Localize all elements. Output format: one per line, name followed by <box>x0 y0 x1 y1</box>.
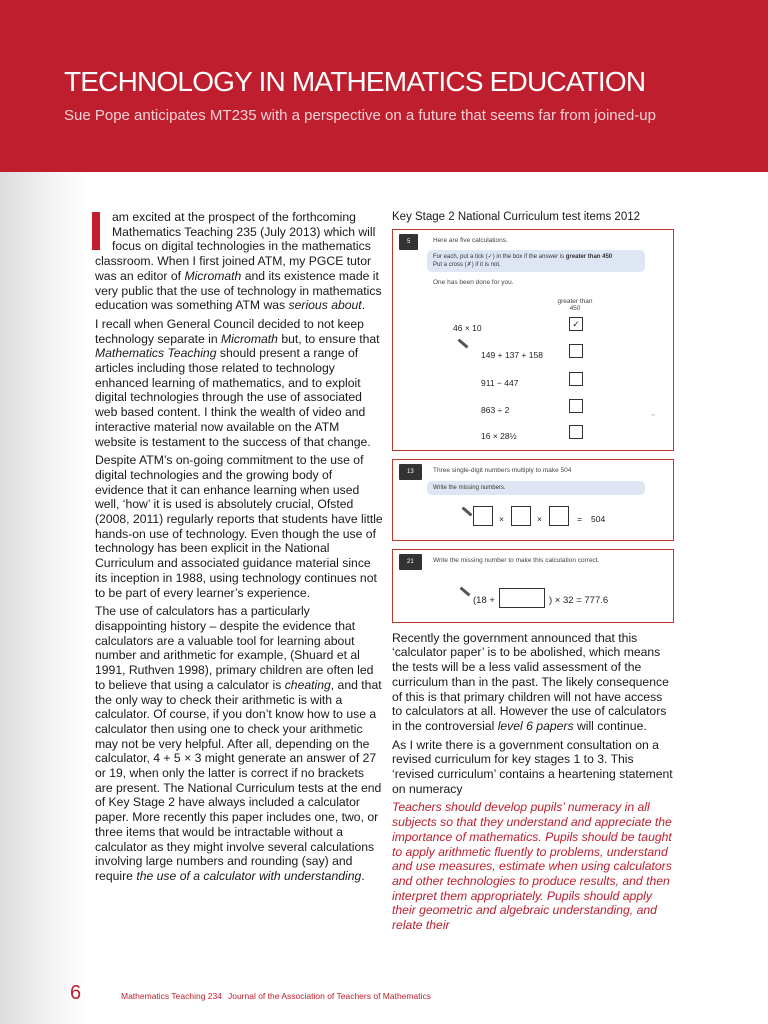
figure-caption: Key Stage 2 National Curriculum test items 2012 <box>392 211 641 223</box>
left-column <box>95 210 383 888</box>
curriculum-quote: Teachers should develop pupils’ numeracy in all subjects so that they understand and appreciate the importance of mathematics. Pupils should be taught to apply arithmetic fluently to problems, understand and use measures, estimate when using calculators and other technologies to produce results, and then interpret them appropriately. Pupils should apply their geometric and algebraic understanding, and relate their <box>392 800 672 933</box>
footer-journal: Mathematics Teaching 234 Journal of the Association of Teachers of Mathematics <box>121 991 431 1001</box>
missing-number-box[interactable] <box>511 506 531 526</box>
times-sign: × <box>537 513 542 524</box>
expression-close: ) × 32 = 777.6 <box>549 594 609 606</box>
example-note: One has been done for you. <box>433 278 514 286</box>
question-number: 5 <box>399 234 418 251</box>
instruction-bubble: Write the missing numbers. <box>427 481 645 495</box>
test-item-21 <box>392 549 674 623</box>
right-column <box>392 210 674 937</box>
missing-number-box[interactable] <box>499 588 545 608</box>
answer-box[interactable] <box>569 425 583 439</box>
pencil-icon <box>459 586 470 596</box>
article-title: TECHNOLOGY IN MATHEMATICS EDUCATION <box>64 66 646 97</box>
question-intro: Write the missing number to make this calculation correct. <box>433 556 600 564</box>
mark-box-icon: ▭ <box>651 411 656 417</box>
pencil-icon <box>461 506 472 516</box>
paragraph: Despite ATM’s on-going commitment to the use of digital technologies and the growing body of evidence that it can enhance learning when used well, ‘how’ it is used is absolutely crucial, Ofsted (2008, 2011) regularly reports that students have little hands-on use of technology. Even though the use of technology has been explicit in the National Curriculum and associated guidance material since its inception in 1988, using technology continues not to be part of every learner’s experience. <box>95 453 383 600</box>
product-value: 504 <box>591 513 606 524</box>
question-number: 21 <box>399 554 422 571</box>
answer-box[interactable] <box>569 399 583 413</box>
calculation: 46 × 10 <box>453 322 482 333</box>
tick-box: ✓ <box>569 317 583 331</box>
missing-number-box[interactable] <box>549 506 569 526</box>
answer-box[interactable] <box>569 372 583 386</box>
page-number: 6 <box>70 982 82 1004</box>
calculation: 16 × 28½ <box>481 430 517 441</box>
test-item-13 <box>392 459 674 541</box>
paragraph: As I write there is a government consultation on a revised curriculum for key stages 1 to 3. This ‘revised curriculum’ contains a heartening statement on numeracy <box>392 737 673 796</box>
header-banner <box>0 0 768 172</box>
column-heading: greater than 450 <box>557 297 593 312</box>
test-item-5 <box>392 229 674 451</box>
question-intro: Three single-digit numbers multiply to make 504 <box>433 466 572 474</box>
calculation: 863 ÷ 2 <box>481 404 510 415</box>
drop-cap <box>92 212 100 250</box>
calculation: 149 + 137 + 158 <box>481 349 543 360</box>
equals-sign: = <box>577 513 582 524</box>
times-sign: × <box>499 513 504 524</box>
paragraph: Recently the government announced that this ‘calculator paper’ is to be abolished, which means the tests will be a less valid assessment of the curriculum than in the past. The likely consequence of this is that primary children will not have access to calculators at all. However the use of calculators in the controversial level 6 papers will continue. <box>392 630 669 733</box>
pencil-icon <box>457 338 468 348</box>
calculation: 911 − 447 <box>481 377 519 388</box>
right-body-text <box>392 631 674 933</box>
paragraph: I recall when General Council decided to not keep technology separate in Micromath but, to ensure that Mathematics Teaching should present a range of articles including those related to technology enhanced learning of mathematics, and to exploit digital technologies through the use of associated web based content. I think the wealth of video and interactive material now available on the ATM website is testament to the success of that change. <box>95 316 380 449</box>
page-footer <box>70 982 670 1006</box>
article-subtitle: Sue Pope anticipates MT235 with a perspective on a future that seems far from joined-up <box>64 107 656 124</box>
instruction-bubble: For each, put a tick (✓) in the box if the answer is greater than 450 Put a cross (✗) if it is not. <box>427 250 645 272</box>
missing-number-box[interactable] <box>473 506 493 526</box>
paragraph: am excited at the prospect of the forthcoming Mathematics Teaching 235 (July 2013) which will focus on digital technologies in the mathematics classroom. When I first joined ATM, my PGCE tutor was an editor of Micromath and its existence made it very public that the use of technology in mathematics education was something ATM was serious about. <box>95 210 383 313</box>
question-number: 13 <box>399 464 422 481</box>
question-intro: Here are five calculations. <box>433 236 508 244</box>
answer-box[interactable] <box>569 344 583 358</box>
paragraph: The use of calculators has a particularly disappointing history – despite the evidence that calculators are a valuable tool for learning about number and arithmetic for example, (Shuard et al 1991, Ruthven 1998), primary children are often led to believe that using a calculator is cheating, and that the only way to check their arithmetic is with a calculator. Of course, if you don’t know how to use a calculator then using one to check your arithmetic may not be very helpful. After all, depending on the calculator, 4 + 5 × 3 might generate an answer of 27 or 19, when only the latter is correct if no brackets are present. The National Curriculum tests at the end of Key Stage 2 have always included a calculator paper. More recently this paper includes one, two, or three items that would be intractable without a calculator as they might involve several calculations involving large numbers and rounding (say) and require the use of a calculator with understanding. <box>95 604 382 883</box>
expression-open: (18 + <box>473 594 495 606</box>
